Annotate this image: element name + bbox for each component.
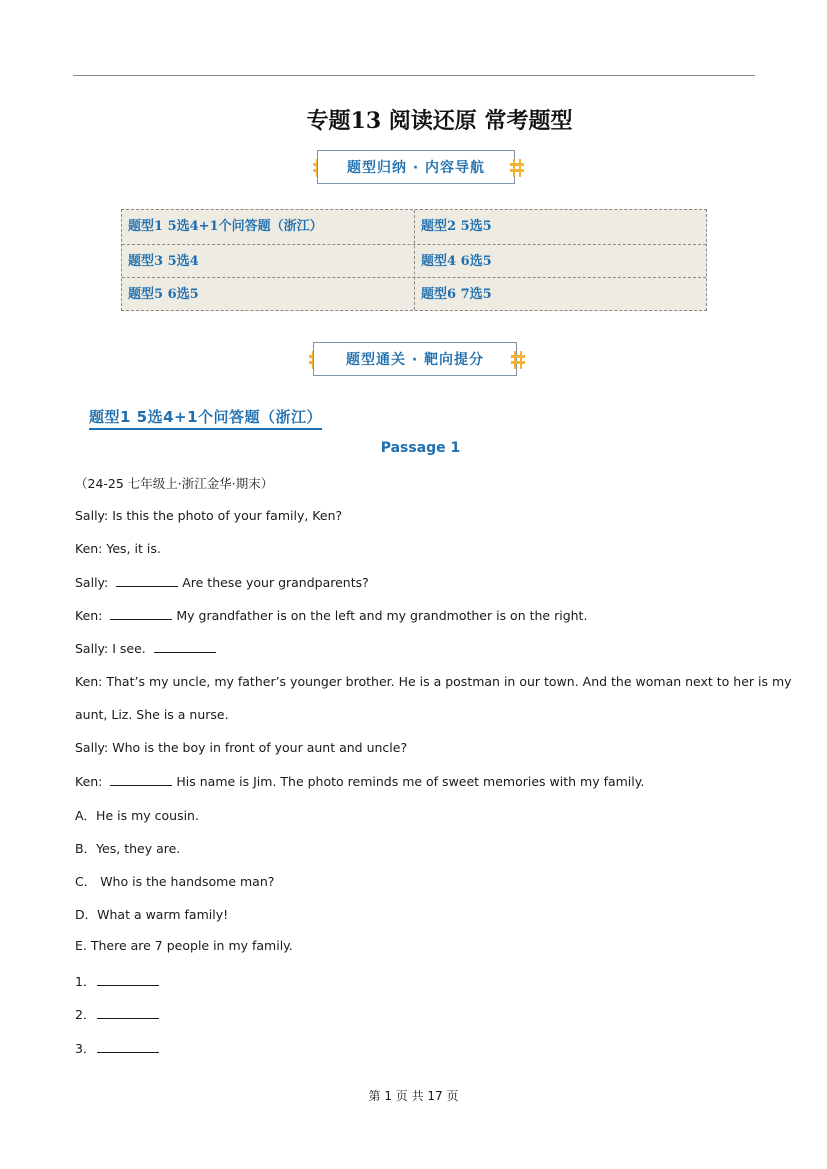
page-footer: 第 1 页 共 17 页	[368, 1089, 459, 1103]
right-deco-icon	[511, 351, 525, 369]
answer-blank[interactable]	[116, 574, 178, 587]
header-rule	[73, 75, 755, 76]
dialogue-line: Sally: I see.	[75, 640, 220, 656]
page-title: 专题13 阅读还原 常考题型	[306, 108, 573, 134]
content-nav-table	[121, 209, 707, 311]
nav-link-type5[interactable]: 题型5 6选5	[128, 287, 199, 302]
nav-link-type1[interactable]: 题型1 5选4+1个问答题（浙江）	[128, 219, 323, 234]
nav-link-type3[interactable]: 题型3 5选4	[128, 254, 199, 269]
nav-link-type4[interactable]: 题型4 6选5	[421, 254, 492, 269]
dialogue-line: Sally: Is this the photo of your family, Ken?	[75, 508, 343, 523]
option-b: B．Yes, they are.	[75, 841, 181, 856]
passage-title: Passage 1	[380, 440, 461, 456]
nav-link-type6[interactable]: 题型6 7选5	[421, 287, 492, 302]
answer-blank[interactable]	[110, 607, 172, 620]
nav-link-type2[interactable]: 题型2 5选5	[421, 219, 492, 234]
dialogue-line: Ken: That’s my uncle, my father’s younger brother. He is a postman in our town. And the woman next to her is my	[75, 674, 792, 689]
dialogue-line: Sally: Who is the boy in front of your aunt and uncle?	[75, 740, 408, 755]
dialogue-line: Ken: His name is Jim. The photo reminds me of sweet memories with my family.	[75, 774, 645, 789]
answer-line: 2．	[75, 1005, 163, 1023]
answer-line: 1．	[75, 972, 163, 990]
dialogue-line: Ken: My grandfather is on the left and my grandmother is on the right.	[75, 608, 588, 623]
right-deco-icon	[510, 159, 524, 177]
dialogue-line: aunt, Liz. She is a nurse.	[75, 707, 229, 722]
answer-blank[interactable]	[97, 1006, 159, 1019]
option-e: E. There are 7 people in my family.	[75, 938, 293, 953]
source-note: （24-25 七年级上·浙江金华·期末）	[75, 476, 274, 491]
practice-banner-label: 题型通关 · 靶向提分	[313, 342, 517, 376]
answer-blank[interactable]	[110, 773, 172, 786]
answer-blank[interactable]	[154, 640, 216, 653]
answer-blank[interactable]	[97, 1040, 159, 1053]
practice-banner	[309, 342, 525, 378]
option-d: D．What a warm family!	[75, 907, 229, 922]
answer-blank[interactable]	[97, 973, 159, 986]
nav-banner-label: 题型归纳 · 内容导航	[317, 150, 515, 184]
option-c: C． Who is the handsome man?	[75, 874, 275, 889]
dialogue-line: Ken: Yes, it is.	[75, 541, 161, 556]
section-heading[interactable]: 题型1 5选4+1个问答题（浙江）	[89, 406, 322, 430]
table-row	[122, 210, 706, 244]
dialogue-line: Sally: Are these your grandparents?	[75, 575, 369, 590]
nav-banner	[313, 150, 523, 186]
table-row	[122, 244, 706, 279]
option-a: A．He is my cousin.	[75, 808, 199, 823]
table-row	[122, 277, 706, 312]
answer-line: 3．	[75, 1039, 163, 1057]
